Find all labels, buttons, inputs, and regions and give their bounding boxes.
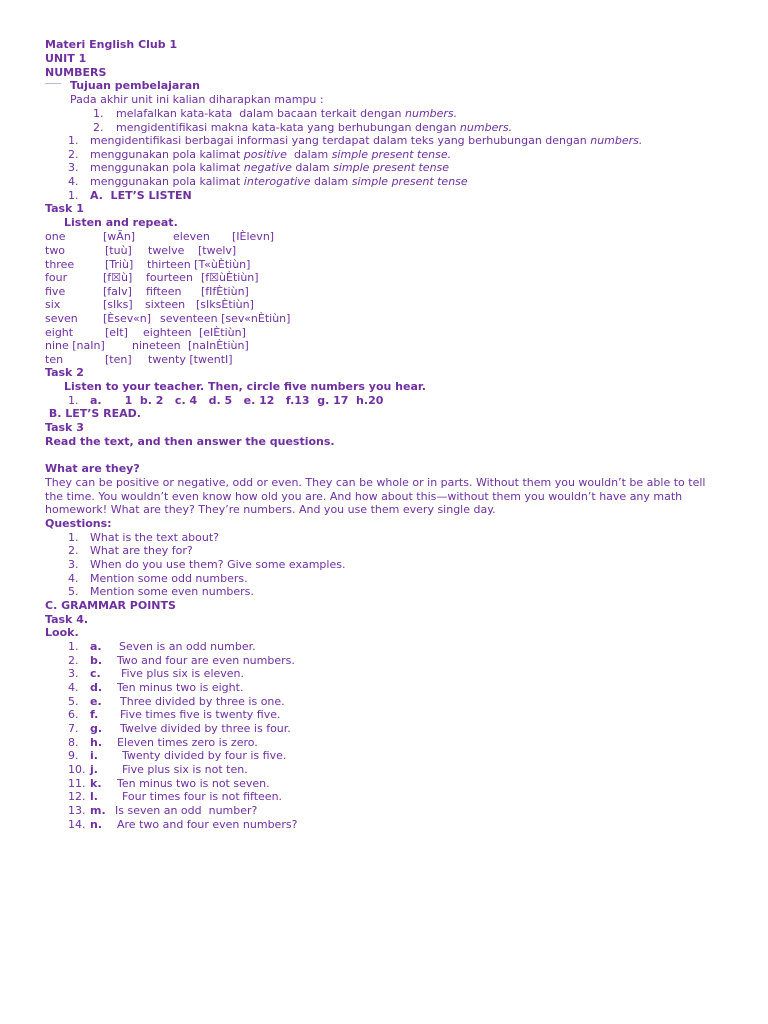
text-title: What are they? <box>45 462 140 475</box>
number-word: nineteen <box>132 339 181 352</box>
list-number: 5. <box>68 695 79 708</box>
list-number: 10. <box>68 763 86 776</box>
task2-options: a. 1 b. 2 c. 4 d. 5 e. 12 f.13 g. 17 h.20 <box>90 394 384 407</box>
number-word: ten <box>45 353 64 366</box>
task2-label: Task 2 <box>45 366 84 379</box>
number-word: eighteen <box>143 326 192 339</box>
list-number: 1. <box>68 531 79 544</box>
section-a-heading: A. LET’S LISTEN <box>90 189 192 202</box>
sentence-text: Eleven times zero is zero. <box>117 736 258 749</box>
reading-paragraph-line: They can be positive or negative, odd or even. They can be whole or in parts. Without them you wouldn’t be able to tell <box>45 476 706 489</box>
objective-sub-2: mengidentifikasi makna kata-kata yang berhubungan dengan numbers. <box>116 121 513 134</box>
topic-label: NUMBERS <box>45 66 107 79</box>
list-number: 9. <box>68 749 79 762</box>
task3-label: Task 3 <box>45 421 84 434</box>
list-number: 3. <box>68 558 79 571</box>
list-number: 2. <box>68 544 79 557</box>
section-c-heading: C. GRAMMAR POINTS <box>45 599 176 612</box>
number-word: fourteen <box>146 271 193 284</box>
sentence-text: Are two and four even numbers? <box>117 818 298 831</box>
number-word: six <box>45 298 61 311</box>
list-number: 1. <box>68 394 79 407</box>
list-number: 8. <box>68 736 79 749</box>
sentence-letter: c. <box>90 667 101 680</box>
task3-instruction: Read the text, and then answer the questions. <box>45 435 335 448</box>
sentence-letter: b. <box>90 654 103 667</box>
list-number: 4. <box>68 572 79 585</box>
number-word: eight <box>45 326 74 339</box>
list-number: 1. <box>68 640 79 653</box>
number-word: seven <box>45 312 78 325</box>
number-phonetic: [tuù] <box>105 244 132 257</box>
number-phonetic: [IÈlevn] <box>232 230 275 243</box>
sentence-text: Ten minus two is eight. <box>117 681 244 694</box>
reading-paragraph-line: the time. You wouldn’t even know how old you are. And how about this—without them you wouldn’t have any math <box>45 490 683 503</box>
task1-label: Task 1 <box>45 202 84 215</box>
sentence-letter: a. <box>90 640 102 653</box>
objective-1: mengidentifikasi berbagai informasi yang terdapat dalam teks yang berhubungan dengan numbers. <box>90 134 643 147</box>
list-number: 2. <box>93 121 104 134</box>
sentence-text: Three divided by three is one. <box>120 695 285 708</box>
number-phonetic: [f☒ù] <box>103 271 133 284</box>
number-phonetic: [ten] <box>105 353 132 366</box>
number-phonetic: [eIt] <box>105 326 128 339</box>
list-number: 13. <box>68 804 86 817</box>
question-item: Mention some even numbers. <box>90 585 254 598</box>
underline-mark <box>45 83 61 84</box>
number-word: fifteen <box>146 285 182 298</box>
sentence-letter: n. <box>90 818 103 831</box>
number-phonetic: [twelv] <box>198 244 237 257</box>
sentence-letter: d. <box>90 681 103 694</box>
list-number: 11. <box>68 777 86 790</box>
sentence-letter: k. <box>90 777 102 790</box>
task1-instruction: Listen and repeat. <box>64 216 178 229</box>
list-number: 1. <box>93 107 104 120</box>
number-word: twelve <box>148 244 185 257</box>
sentence-text: Five times five is twenty five. <box>120 708 281 721</box>
sentence-text: Twelve divided by three is four. <box>120 722 291 735</box>
objective-title: Tujuan pembelajaran <box>70 79 201 92</box>
sentence-text: Four times four is not fifteen. <box>122 790 283 803</box>
question-item: What are they for? <box>90 544 193 557</box>
number-phonetic: [eIÈtiùn] <box>199 326 246 339</box>
task4-label: Task 4. <box>45 613 89 626</box>
list-number: 1. <box>68 134 79 147</box>
sentence-text: Five plus six is not ten. <box>122 763 248 776</box>
number-phonetic: [wÃn] <box>103 230 136 243</box>
question-item: When do you use them? Give some examples. <box>90 558 346 571</box>
look-label: Look. <box>45 626 79 639</box>
number-word: two <box>45 244 66 257</box>
list-number: 14. <box>68 818 86 831</box>
number-phonetic: [Triù] <box>105 258 134 271</box>
sentence-text: Is seven an odd number? <box>115 804 258 817</box>
sentence-letter: f. <box>90 708 99 721</box>
list-number: 2. <box>68 148 79 161</box>
objective-2: menggunakan pola kalimat positive dalam simple present tense. <box>90 148 452 161</box>
list-number: 3. <box>68 161 79 174</box>
list-number: 12. <box>68 790 86 803</box>
number-phonetic: [sIks] <box>103 298 133 311</box>
number-word: seventeen [sev«nÈtiùn] <box>160 312 291 325</box>
questions-label: Questions: <box>45 517 112 530</box>
number-word: thirteen [T«ùÈtiùn] <box>147 258 251 271</box>
sentence-letter: m. <box>90 804 106 817</box>
list-number: 2. <box>68 654 79 667</box>
section-b-heading: B. LET’S READ. <box>45 407 141 420</box>
number-phonetic: [sIksÈtiùn] <box>196 298 254 311</box>
list-number: 4. <box>68 681 79 694</box>
number-word: five <box>45 285 66 298</box>
list-number: 1. <box>68 189 79 202</box>
list-number: 3. <box>68 667 79 680</box>
sentence-letter: j. <box>90 763 98 776</box>
number-word: sixteen <box>145 298 186 311</box>
number-word: nine [naIn] <box>45 339 105 352</box>
number-word: four <box>45 271 68 284</box>
number-word: twenty [twentI] <box>148 353 233 366</box>
question-item: Mention some odd numbers. <box>90 572 248 585</box>
number-phonetic: [naInÈtiùn] <box>188 339 249 352</box>
document-title: Materi English Club 1 <box>45 38 178 51</box>
sentence-text: Two and four are even numbers. <box>117 654 295 667</box>
sentence-letter: i. <box>90 749 98 762</box>
number-phonetic: [fIfÈtiùn] <box>201 285 249 298</box>
sentence-text: Five plus six is eleven. <box>121 667 245 680</box>
objective-4: menggunakan pola kalimat interogative dalam simple present tense <box>90 175 468 188</box>
number-phonetic: [faIv] <box>103 285 132 298</box>
reading-paragraph-line: homework! What are they? They’re numbers. And you use them every single day. <box>45 503 496 516</box>
number-phonetic: [Èsev«n] <box>103 312 152 325</box>
list-number: 5. <box>68 585 79 598</box>
sentence-text: Twenty divided by four is five. <box>122 749 287 762</box>
number-word: one <box>45 230 66 243</box>
objective-sub-1: melafalkan kata-kata dalam bacaan terkait dengan numbers. <box>116 107 458 120</box>
sentence-text: Ten minus two is not seven. <box>117 777 270 790</box>
sentence-letter: e. <box>90 695 102 708</box>
sentence-letter: h. <box>90 736 103 749</box>
unit-label: UNIT 1 <box>45 52 87 65</box>
sentence-letter: g. <box>90 722 103 735</box>
list-number: 7. <box>68 722 79 735</box>
list-number: 4. <box>68 175 79 188</box>
sentence-letter: l. <box>90 790 98 803</box>
task2-instruction: Listen to your teacher. Then, circle five numbers you hear. <box>64 380 426 393</box>
number-word: three <box>45 258 75 271</box>
list-number: 6. <box>68 708 79 721</box>
question-item: What is the text about? <box>90 531 220 544</box>
objective-3: menggunakan pola kalimat negative dalam simple present tense <box>90 161 450 174</box>
objective-intro: Pada akhir unit ini kalian diharapkan mampu : <box>70 93 324 106</box>
number-word: eleven <box>173 230 210 243</box>
number-phonetic: [f☒ùÈtiùn] <box>201 271 259 284</box>
sentence-text: Seven is an odd number. <box>119 640 256 653</box>
